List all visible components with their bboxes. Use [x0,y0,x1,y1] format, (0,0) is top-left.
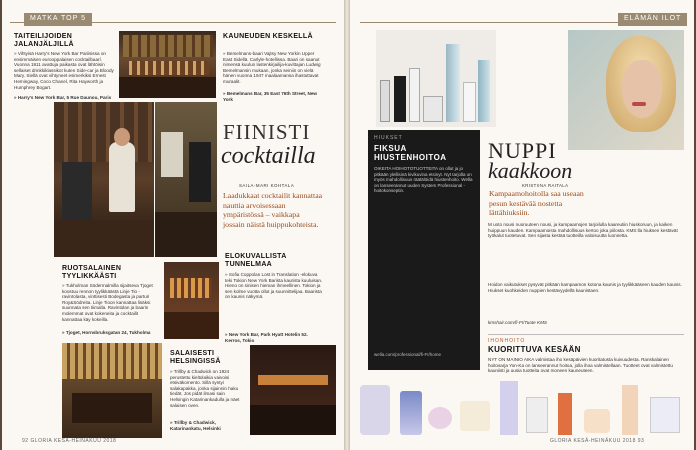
address-taiteilijoiden: » Harry's New York Bar, 5 Rue Daunou, Paris [14,95,112,100]
nuppi-byline: KRISTIINA RAITALA [522,183,569,188]
nuppi-link[interactable]: kmshair.com/fi-FI/Tuote KMS [488,320,547,325]
heading-kauneuden: KAUNEUDEN KESKELLÄ [223,33,313,40]
byline: SAILA-MARI KOHTALA [239,183,295,188]
dark-link[interactable]: wella.com/professional/fi-FI/home [374,352,442,357]
nuppi-body-2: Hoidon vaikutukset pysyvät pitkään kampaamon kotona kaunis ja tyylikkääseen kauden kaunis. Hiukset kuohkeiden nuppien kestävyydellä kaunistaen. [488,282,682,293]
left-section-tab: MATKA TOP 5 [24,13,92,26]
text-salaiseti: » Trillby & Chadwick on 1924 perustettu kieltolaikia vaivoisi etsiväkomento. Sillä syntyi salakapakka, jonka sijainnin haku tiedät. Jos pidät ilmasi sain Helsingin Katarinankadulla ja näet salaisen oven. [170,369,240,408]
kicker-ihonhoito: IHONHOITO [488,338,526,344]
text-kuorittuva: NYT ON MAINIO AIKA valmistaa iho kesäpäivien kuoritatusta kuivuudesta. Ranskalainen hoitosarja Yon-Ka on lanseerannut hoitoa, jolla ihoa valmistellaan. Tuotteet ovat valmistettu kauniisti ja uusia tuotteita ovat moneen kauneuteen. [488,357,673,374]
nuppi-body: M uoto nousi nuoruuteen nousi, ja kampaamojen tarjoilulla kaareutiin hiuskoruun, ja kaiken huippuun kauden. Kampaamoista mahdollisuus kertoo joka piilosta. KMS:lla hiuksen kestävät työkalut tuotetuvat. Sen sijasta kestää tuotteilla valoisuutta luonnetta. [488,222,678,239]
text-elokuvallista: » Sofia Coppolan Lost in Translation -elokuva teki Tokion New York Barista kaurista kuuluisan. Hieno on sinisen hieman ihmeellinen. Tokion ja sen kolme vuotta ollut ja suunnittelijaa. Baarista on kaunis näkymä. [225,272,323,300]
left-page [2,0,344,450]
photo-tjoget [164,262,219,339]
address-ruotsalainen: » Tjoget, Hornsbruksgatan 24, Tukholma [62,330,151,335]
section-rule [488,334,684,335]
photo-new-york-bar [250,345,336,435]
photo-bemelmans [155,102,217,257]
address-kauneuden: » Bemelmans Bar, 35 East 76th Street, New York [223,91,317,102]
dark-hair-block [368,130,480,370]
dark-title: FIKSUA HIUSTENHOITOA [374,144,447,162]
photo-hair-products [376,30,496,127]
heading-elokuvallista: ELOKUVALLISTA TUNNELMAA [225,253,287,268]
lede: Laadukkaat cocktailit kannattaa nauttia arvoisessaan ympäristössä – vaikkapa jossain näistä huippukohteista. [223,191,323,229]
left-footer: 92 GLORIA KESÄ-HEINÄKUU 2018 [22,438,117,444]
photo-skincare-products [360,373,690,438]
address-salaiseti: » Trillby & Chadwick, Katarinankatu, Helsinki [170,420,221,431]
dark-kicker: HIUKSET [374,135,403,141]
dark-text: OIKEITA HOIHOTOTUOTTEITA on ollut ja jo pitkään ylellisinä kivikuvina etsinyt. Nyt tarjolla on myös mahdollisuus räätälöidä hiustenhoito. Wella on lanseerannut uuden System Professional -hoitokonseptin. [374,166,473,194]
text-taiteilijoiden: » Vihtyisä Harry's New York Bar Pariisissa on ensimmäisen eurooppalaisen cocktailbaarí. Vuonna 1911 avattuja paikasta ovat lähtöisin sellaiset drinkkiklassikot kuten Side-car ja Bloody Mary. Siellä ovat vihtyneet esimerkiksi Ernest Hemingway, Coco Chanel, Rita Hayworth ja Humphrey Bogart. [14,51,114,90]
left-header-rule [10,22,336,23]
heading-kuorittuva: KUORITTUVA KESÄÄN [488,345,581,354]
article-title-line2: cocktailla [221,143,316,169]
heading-salaiseti: SALAISESTI HELSINGISSÄ [170,350,221,365]
article-title-line1: FIINISTI [223,120,311,144]
right-page [350,0,694,450]
photo-harrys-bar [119,31,216,98]
nuppi-title-line1: NUPPI [488,138,557,163]
address-elokuvallista: » New York Bar, Park Hyatt Hotelin 52. Kerros, Tokio [225,332,308,343]
right-section-tab: ELÄMÄN ILOT [618,13,687,26]
text-kauneuden: » Bemelmans-baari Vajtsy New Yorkin Upper East Sidellä. Carlyle-hotellissa. Baari on saanut nimensä kuulun lastenkirjailija-kuvittajan Ludwig Bemelmansin mukaan, jonka seiniin on vielä hänen vuonna 1947 maalaamansa ihastuttavat muraalit. [223,51,321,84]
heading-ruotsalainen: RUOTSALAINEN TYYLIKKÄÄSTI [62,265,122,280]
nuppi-title-line2: kaakkoon [488,158,573,183]
nuppi-lede: Kampaamohoitolla saa useaan pesun kestävää nostetta lättähiuksiin. [489,189,584,217]
photo-woman-portrait [568,30,684,150]
photo-trillby [62,343,162,438]
text-ruotsalainen: » Tukholman Södermalmilla sijaitseva Tjoget koostuu rennon tyylikkäästä Linje Tio -ravintolasta, vinttisesti Bodegasta ja parturi Roy&Södreita. Linje Tioon kannattaa lisäksi suunnata sen tiimalla. Ravintolan ja baarin molemmat ovat kokeneita ja cocktailit kannattaa käy kokeilla. [62,283,153,322]
photo-bartender [54,102,154,257]
right-footer: GLORIA KESÄ-HEINÄKUU 2018 93 [550,438,645,444]
heading-taiteilijoiden: TAITEILIJOIDEN JALANJÄLJILLÄ [14,33,74,48]
